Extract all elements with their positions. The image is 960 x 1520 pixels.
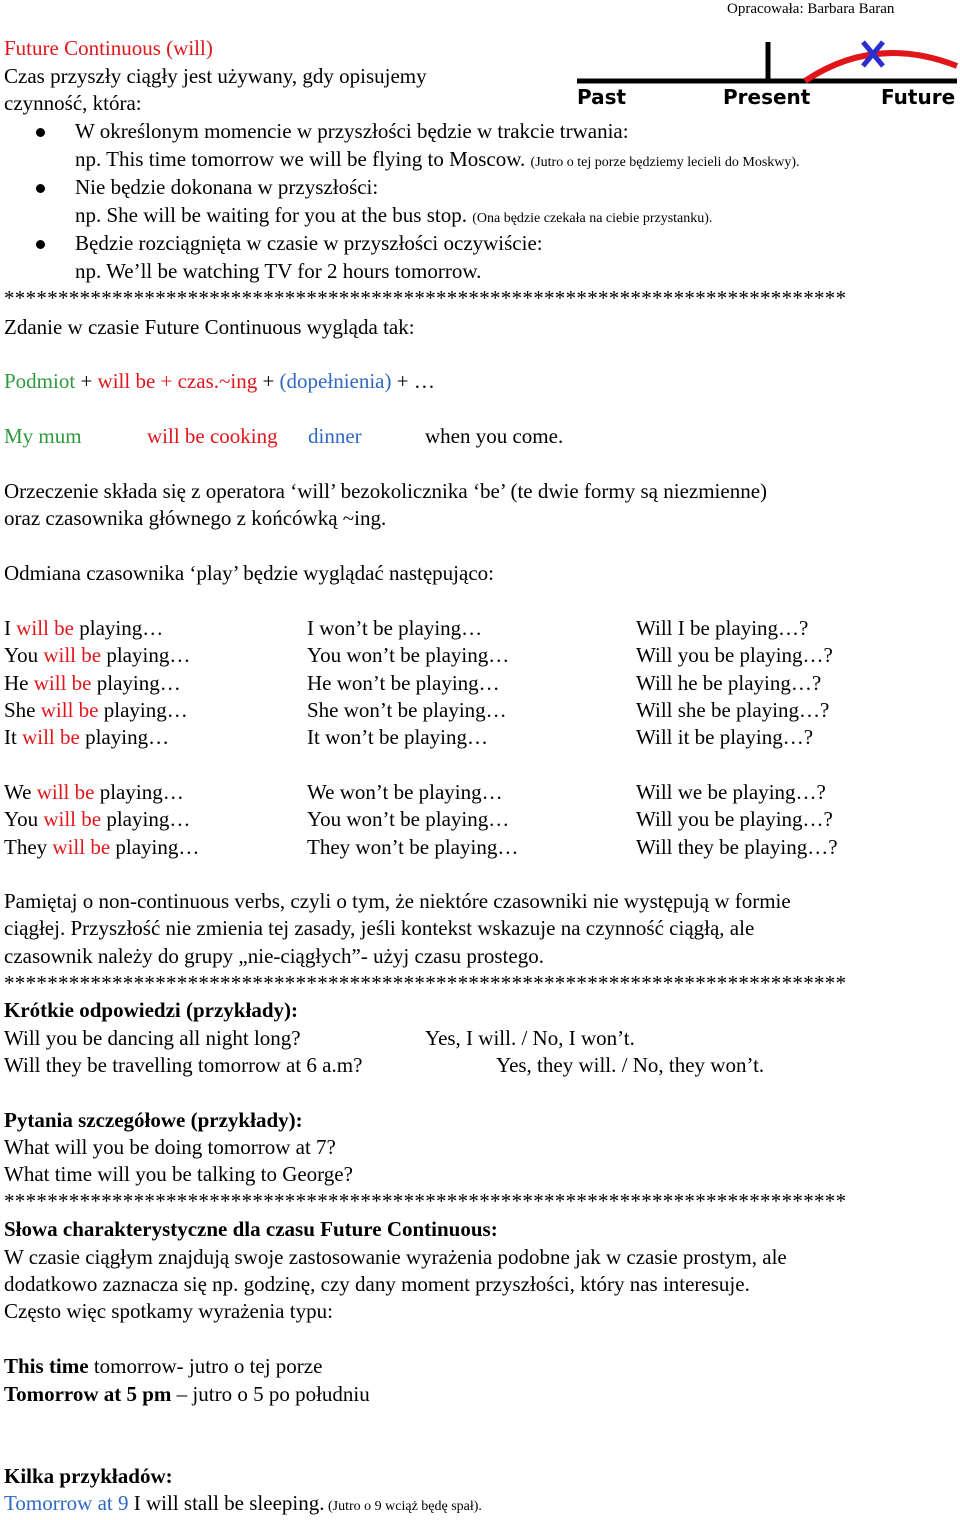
short-answer-question: Will they be travelling tomorrow at 6 a.m? — [4, 1053, 363, 1077]
formula-will-be: will be + czas.~ing — [97, 369, 258, 393]
note-line: ciągłej. Przyszłość nie zmienia tej zasady, jeśli kontekst wskazuje na czynność ciągłą, ale — [4, 916, 755, 940]
example-verb: will be cooking — [147, 424, 278, 448]
bullet-icon — [36, 128, 45, 137]
keywords-heading: Słowa charakterystyczne dla czasu Future Continuous: — [4, 1217, 498, 1241]
example-object: dinner — [308, 424, 362, 448]
conjugation-question: Will we be playing…? — [636, 780, 826, 804]
conjugation-heading: Odmiana czasownika ‘play’ będzie wyglądać następująco: — [4, 561, 494, 585]
example-subject: My mum — [4, 424, 82, 448]
separator: ****************************************************************************** — [4, 286, 847, 310]
use-translation: (Jutro o tej porze będziemy lecieli do Moskwy). — [530, 155, 800, 170]
conjugation-negative: We won’t be playing… — [307, 780, 503, 804]
conjugation-question: Will you be playing…? — [636, 807, 833, 831]
conjugation-question: Will they be playing…? — [636, 835, 838, 859]
use-description: Nie będzie dokonana w przyszłości: — [75, 175, 379, 199]
conjugation-affirmative: You will be playing… — [4, 643, 191, 667]
short-answer: Yes, they will. / No, they won’t. — [496, 1053, 765, 1077]
conjugation-affirmative: He will be playing… — [4, 671, 181, 695]
note-line: czasownik należy do grupy „nie-ciągłych”- użyj czasu prostego. — [4, 944, 544, 968]
bullet-icon — [36, 240, 45, 249]
conjugation-affirmative: She will be playing… — [4, 698, 188, 722]
short-answer-question: Will you be dancing all night long? — [4, 1026, 301, 1050]
keyword-expression: Tomorrow at 5 pm – jutro o 5 po południu — [4, 1382, 370, 1406]
conjugation-negative: I won’t be playing… — [307, 616, 483, 640]
use-example: np. She will be waiting for you at the bus stop. (Ona będzie czekała na ciebie przystanku). — [75, 203, 713, 227]
conjugation-negative: You won’t be playing… — [307, 807, 510, 831]
conjugation-affirmative: They will be playing… — [4, 835, 200, 859]
formula-subject: Podmiot — [4, 369, 76, 393]
examples-heading: Kilka przykładów: — [4, 1464, 173, 1488]
intro-line: czynność, która: — [4, 91, 142, 115]
intro-line: Czas przyszły ciągły jest używany, gdy opisujemy — [4, 64, 427, 88]
conjugation-affirmative: We will be playing… — [4, 780, 184, 804]
conjugation-question: Will she be playing…? — [636, 698, 830, 722]
example-sentence: Tomorrow at 9 I will stall be sleeping. (Jutro o 9 wciąż będę spał). — [4, 1491, 482, 1515]
conjugation-negative: It won’t be playing… — [307, 725, 489, 749]
keywords-text: Często więc spotkamy wyrażenia typu: — [4, 1299, 333, 1323]
detailed-questions-heading: Pytania szczegółowe (przykłady): — [4, 1108, 303, 1132]
keywords-text: dodatkowo zaznacza się np. godzinę, czy dany moment przyszłości, który nas interesuje. — [4, 1272, 750, 1296]
structure-heading: Zdanie w czasie Future Continuous wygląda tak: — [4, 315, 415, 339]
bullet-icon — [36, 184, 45, 193]
page-title: Future Continuous (will) — [4, 36, 213, 60]
conjugation-negative: He won’t be playing… — [307, 671, 500, 695]
short-answers-heading: Krótkie odpowiedzi (przykłady): — [4, 998, 298, 1022]
conjugation-affirmative: I will be playing… — [4, 616, 164, 640]
timeline-label-present: Present — [723, 85, 811, 108]
timeline-label-future: Future — [881, 85, 956, 108]
example-rest: when you come. — [425, 424, 564, 448]
use-translation: (Ona będzie czekała na ciebie przystanku). — [472, 211, 713, 226]
timeline-label-past: Past — [577, 85, 627, 108]
keyword-expression: This time tomorrow- jutro o tej porze — [4, 1354, 323, 1378]
conjugation-affirmative: It will be playing… — [4, 725, 170, 749]
use-description: W określonym momencie w przyszłości będzie w trakcie trwania: — [75, 119, 629, 143]
short-answer: Yes, I will. / No, I won’t. — [425, 1026, 635, 1050]
detailed-question: What time will you be talking to George? — [4, 1162, 353, 1186]
conjugation-negative: She won’t be playing… — [307, 698, 507, 722]
conjugation-question: Will you be playing…? — [636, 643, 833, 667]
conjugation-affirmative: You will be playing… — [4, 807, 191, 831]
conjugation-negative: You won’t be playing… — [307, 643, 510, 667]
separator: ****************************************************************************** — [4, 1189, 847, 1213]
keywords-text: W czasie ciągłym znajdują swoje zastosowanie wyrażenia podobne jak w czasie prostym, ale — [4, 1245, 787, 1269]
use-example: np. We’ll be watching TV for 2 hours tomorrow. — [75, 259, 482, 283]
structure-formula: Podmiot + will be + czas.~ing + (dopełnienia) + … — [4, 369, 435, 393]
detailed-question: What will you be doing tomorrow at 7? — [4, 1135, 336, 1159]
conjugation-question: Will it be playing…? — [636, 725, 814, 749]
note-line: Pamiętaj o non-continuous verbs, czyli o tym, że niektóre czasowniki nie występują w formie — [4, 889, 791, 913]
use-description: Będzie rozciągnięta w czasie w przyszłości oczywiście: — [75, 231, 543, 255]
formula-complement: (dopełnienia) — [279, 369, 392, 393]
conjugation-negative: They won’t be playing… — [307, 835, 519, 859]
structure-explanation: Orzeczenie składa się z operatora ‘will’ bezokolicznika ‘be’ (te dwie formy są niezmienne) — [4, 479, 768, 503]
timeline-graphic — [575, 36, 959, 108]
use-example: np. This time tomorrow we will be flying to Moscow. (Jutro o tej porze będziemy lecieli do Moskwy). — [75, 147, 800, 171]
separator: ****************************************************************************** — [4, 971, 847, 995]
structure-explanation: oraz czasownika głównego z końcówką ~ing. — [4, 506, 387, 530]
conjugation-question: Will he be playing…? — [636, 671, 822, 695]
author-credit: Opracowała: Barbara Baran — [727, 1, 895, 17]
conjugation-question: Will I be playing…? — [636, 616, 809, 640]
